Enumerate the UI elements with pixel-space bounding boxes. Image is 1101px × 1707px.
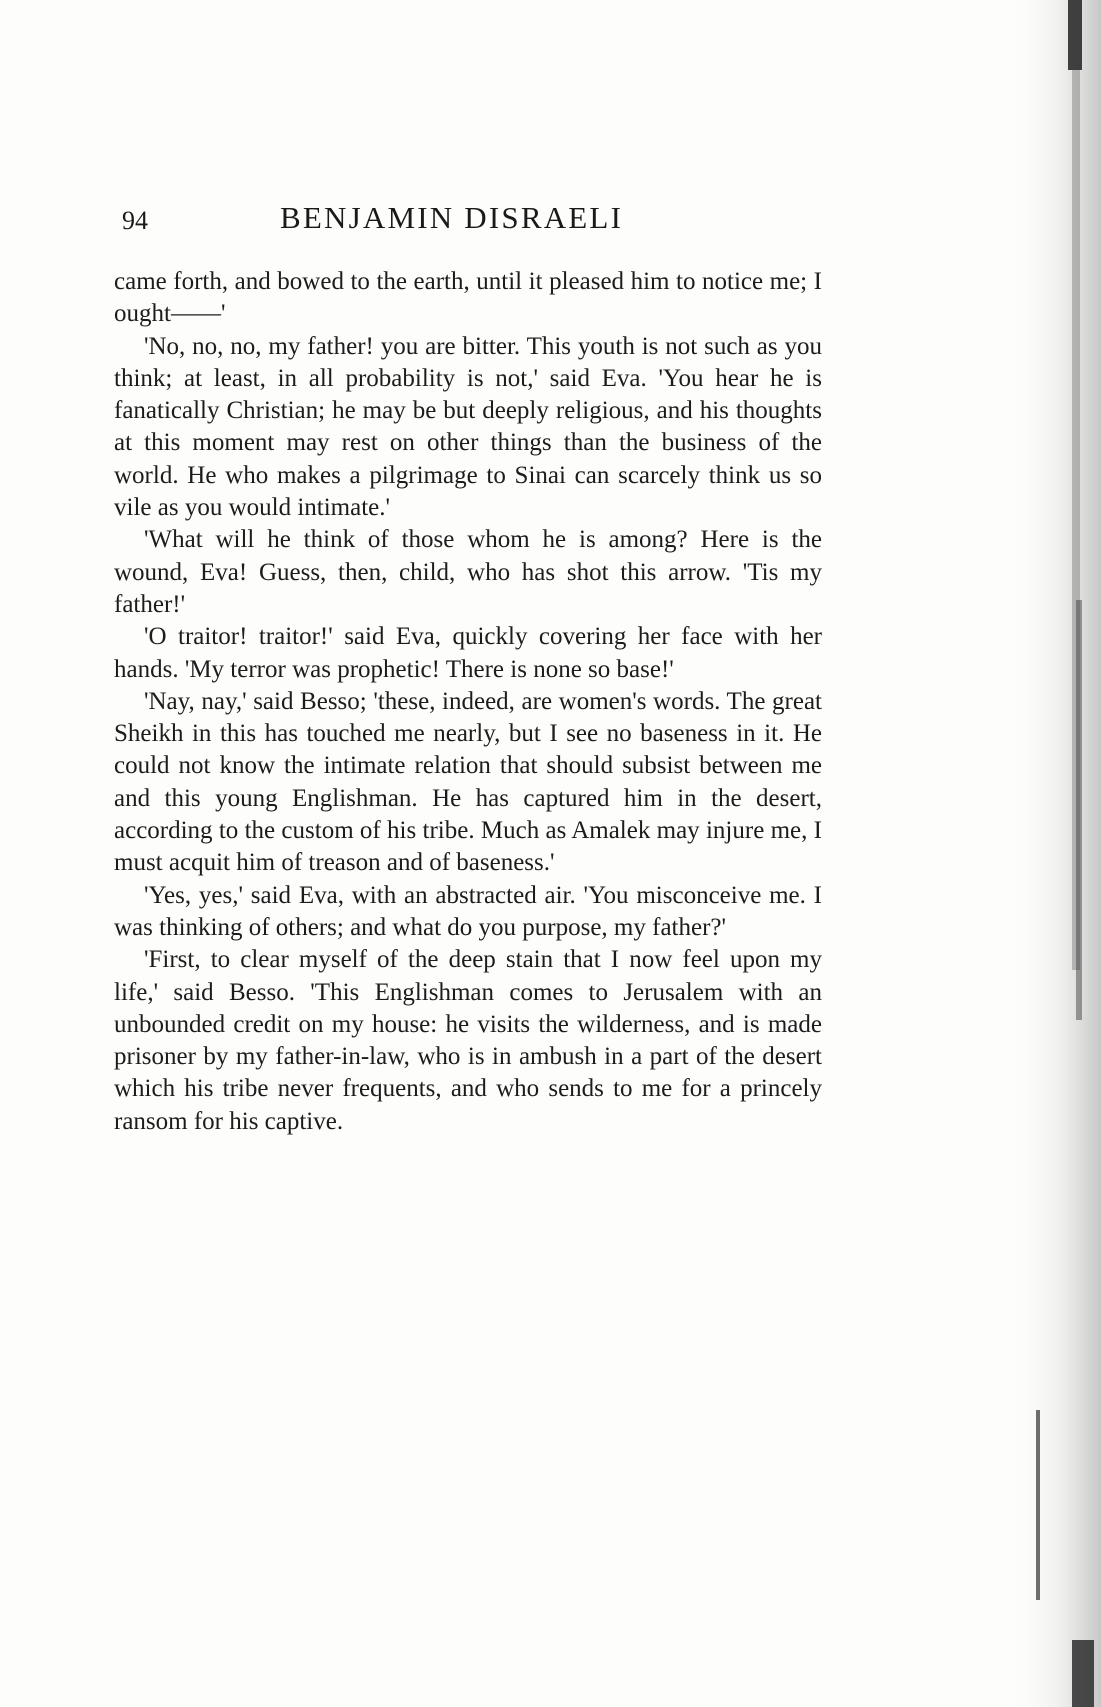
page-number: 94 [122,206,148,235]
scan-edge-shadow [1006,0,1101,1707]
paragraph: 'O traitor! traitor!' said Eva, quickly covering her face with her hands. 'My terror was prophetic! There is none so base!' [114,623,822,683]
page-header [122,200,822,246]
paragraph: 'No, no, no, my father! you are bitter. This youth is not such as you think; at least, in all probability is not,' said Eva. 'You hear he is fanatically Christian; he may be but deeply religious, and his thoughts at this moment may rest on other things than the business of the world. He who makes a pilgrimage to Sinai can scarcely think us so vile as you would intimate.' [114,332,822,522]
paragraph: 'What will he think of those whom he is among? Here is the wound, Eva! Guess, then, child, who has shot this arrow. 'Tis my father!' [114,526,822,618]
paragraph: 'Yes, yes,' said Eva, with an abstracted air. 'You misconceive me. I was thinking of others; and what do you purpose, my father?' [114,881,822,941]
paragraph: 'First, to clear myself of the deep stain that I now feel upon my life,' said Besso. 'This Englishman comes to Jerusalem with an unbounded credit on my house: he visits the wilderness, and is made prisoner by my father-in-law, who is in ambush in a part of the desert which his tribe never frequents, and who sends to me for a princely ransom for his captive. [114,946,822,1135]
running-head: BENJAMIN DISRAELI [280,200,624,235]
paragraph: 'Nay, nay,' said Besso; 'these, indeed, are women's words. The great Sheikh in this has touched me nearly, but I see no baseness in it. He could not know the intimate relation that should subsist between me and this young Englishman. He has captured him in the desert, according to the custom of his tribe. Much as Amalek may injure me, I must acquit him of treason and of baseness.' [114,687,822,877]
body-text [114,266,822,1138]
paragraph: came forth, and bowed to the earth, until it pleased him to notice me; I ought——' [114,268,822,328]
